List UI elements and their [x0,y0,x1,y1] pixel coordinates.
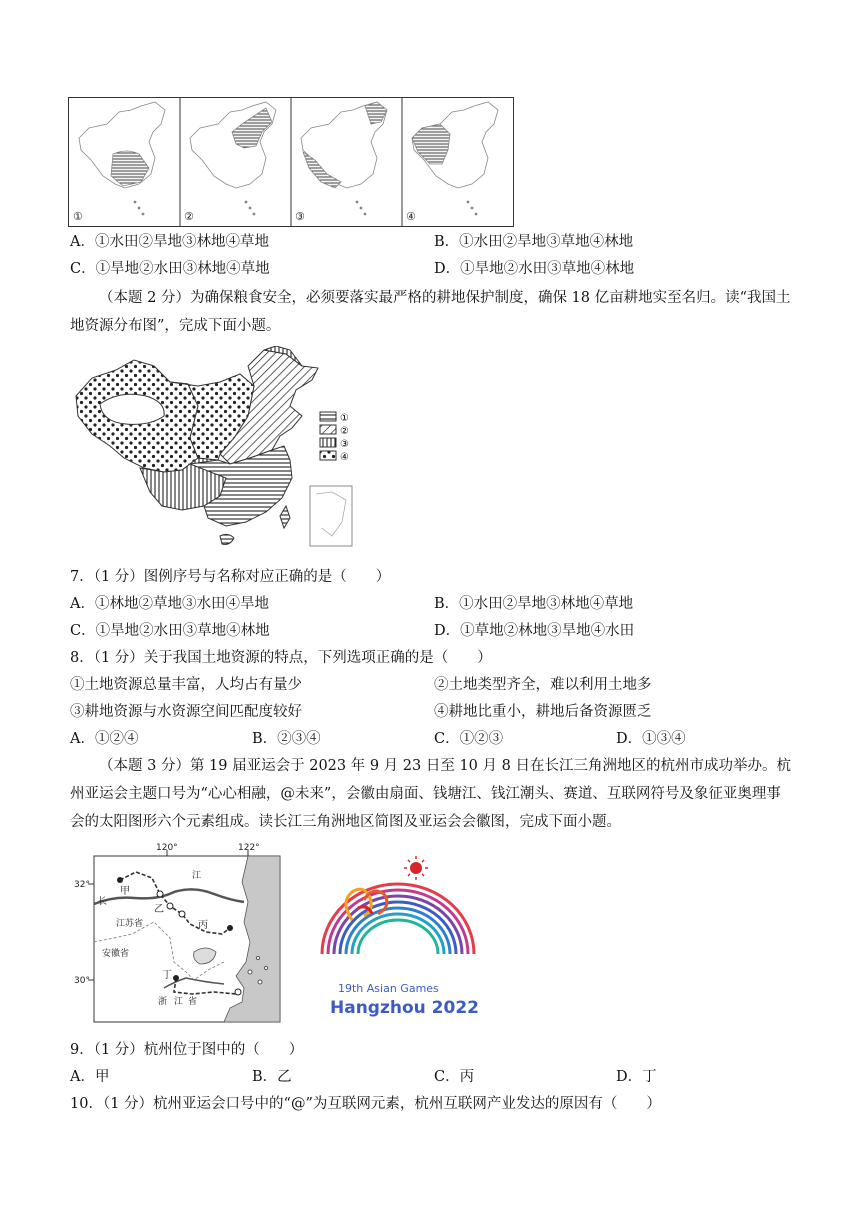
q8-statement-1: ①土地资源总量丰富，人均占有量少 [70,677,302,693]
q7-option-d[interactable]: D．①草地②林地③旱地④水田 [434,623,635,639]
q10-stem: 10．（1 分）杭州亚运会口号中的“@”为互联网元素，杭州互联网产业发达的原因有（ ） [70,1096,661,1112]
place-bing: 丙 [198,920,208,931]
river-chang: 长 [98,897,108,907]
legend-3: ③ [340,439,349,450]
q6-option-d[interactable]: D．①旱地②水田③草地④林地 [434,261,635,277]
q7-stem: 7．（1 分）图例序号与名称对应正确的是（ ） [70,569,391,585]
place-jia: 甲 [120,886,130,897]
lat-30: 30° [74,976,90,986]
map-panel-3 [301,102,387,215]
river-jiang: 江 [192,871,202,881]
legend-1: ① [340,413,349,424]
q8-statement-2: ②土地类型齐全，难以利用土地多 [434,677,652,693]
q8-option-d[interactable]: D．①③④ [616,731,686,747]
q9-option-a[interactable]: A．甲 [70,1069,110,1085]
legend-2: ② [340,426,349,437]
panel-label-4: ④ [406,210,416,223]
province-jiang: 江 [174,997,184,1007]
panel-label-2: ② [184,210,194,223]
q6-option-c[interactable]: C．①旱地②水田③林地④草地 [70,261,270,277]
q8-statement-3: ③耕地资源与水资源空间匹配度较好 [70,704,302,720]
lon-122: 122° [238,843,260,853]
map-panel-labels [73,210,416,223]
asian-games-emblem [312,854,482,1020]
group3-intro: （本题 3 分）第 19 届亚运会于 2023 年 9 月 23 日至 10 月 8 日在长江三角洲地区的杭州市成功举办。杭州亚运会主题口号为“心心相融，@未来”，会徽由扇面、钱塘江、钱江潮头、赛道、互联网符号及象征亚奥理事会的太阳图形六个元素组成。读长江三角洲地区简图及亚运会会徽图，完成下面小题。 [70,758,791,830]
taiwan [280,506,290,528]
map-panel-1 [79,102,165,215]
q8-option-a[interactable]: A．①②④ [70,731,139,747]
q8-option-c[interactable]: C．①②③ [434,731,504,747]
map-panel-4 [412,102,498,215]
lon-120: 120° [156,843,178,853]
south-sea-inset [310,486,352,546]
q9-option-d[interactable]: D．丁 [616,1069,657,1085]
q8-stem: 8．（1 分）关于我国土地资源的特点，下列选项正确的是（ ） [70,650,492,666]
place-yi: 乙 [154,904,164,915]
province-sheng: 省 [188,997,198,1007]
emblem-line2: Hangzhou 2022 [330,998,479,1018]
q9-stem: 9．（1 分）杭州位于图中的（ ） [70,1042,304,1058]
q8-option-b[interactable]: B．②③④ [252,731,321,747]
china-maps-strip [68,97,514,227]
legend-4: ④ [340,452,349,463]
q8-statement-4: ④耕地比重小，耕地后备资源匮乏 [434,704,652,720]
panel-label-1: ① [73,210,83,223]
q9-option-b[interactable]: B．乙 [252,1069,292,1085]
q6-option-b[interactable]: B．①水田②旱地③草地④林地 [434,234,634,250]
panel-label-3: ③ [295,210,305,223]
q6-option-a[interactable]: A．①水田②旱地③林地④草地 [70,234,269,250]
fan-arcs [322,884,474,954]
yangtze-delta-map [74,842,284,1024]
map-legend [320,412,349,463]
group2-intro: （本题 2 分）为确保粮食安全，必须要落实最严格的耕地保护制度，确保 18 亿亩耕地实至名归。读“我国土地资源分布图”，完成下面小题。 [70,290,791,334]
province-anhui: 安徽省 [102,949,130,959]
province-jiangsu: 江苏省 [116,919,144,929]
q7-option-c[interactable]: C．①旱地②水田③草地④林地 [70,623,270,639]
province-zhe: 浙 [158,997,168,1007]
hainan [220,534,234,544]
map-panel-2 [190,102,276,215]
lat-32: 32° [74,880,90,890]
land-resources-map [70,346,360,552]
sun-icon [404,856,428,880]
emblem-line1: 19th Asian Games [338,982,439,995]
place-ding: 丁 [162,970,172,981]
q7-option-b[interactable]: B．①水田②旱地③林地④草地 [434,596,634,612]
q9-option-c[interactable]: C．丙 [434,1069,475,1085]
q7-option-a[interactable]: A．①林地②草地③水田④旱地 [70,596,269,612]
